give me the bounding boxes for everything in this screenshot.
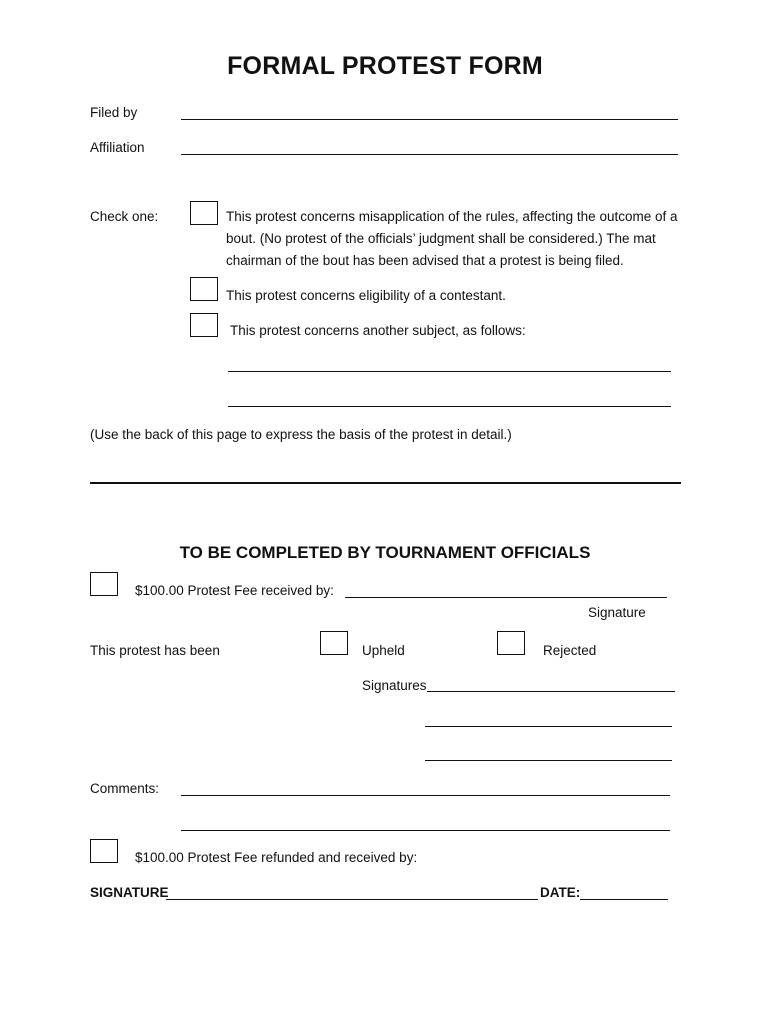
- signature-line-2[interactable]: [425, 726, 672, 727]
- signature-line-3[interactable]: [425, 760, 672, 761]
- fee-received-signature-line[interactable]: [345, 597, 667, 598]
- checkbox-fee-received[interactable]: [90, 572, 118, 596]
- option-other-subject-text: This protest concerns another subject, as follows:: [230, 323, 526, 338]
- affiliation-label: Affiliation: [90, 140, 145, 155]
- other-subject-line-2[interactable]: [228, 406, 671, 407]
- fee-received-label: $100.00 Protest Fee received by:: [135, 583, 334, 598]
- filed-by-label: Filed by: [90, 105, 138, 120]
- signatures-label: Signatures: [362, 678, 427, 693]
- option-eligibility-text: This protest concerns eligibility of a contestant.: [226, 288, 506, 303]
- upheld-label: Upheld: [362, 643, 405, 658]
- date-line[interactable]: [580, 899, 668, 900]
- checkbox-rejected[interactable]: [497, 631, 525, 655]
- filed-by-field[interactable]: [181, 119, 678, 120]
- signature-label: SIGNATURE: [90, 885, 169, 900]
- checkbox-misapplication[interactable]: [190, 201, 218, 225]
- checkbox-eligibility[interactable]: [190, 277, 218, 301]
- date-label: DATE:: [540, 885, 581, 900]
- section-divider: [90, 482, 681, 484]
- checkbox-fee-refunded[interactable]: [90, 839, 118, 863]
- protest-has-been-label: This protest has been: [90, 643, 220, 658]
- comments-label: Comments:: [90, 781, 160, 796]
- form-title: FORMAL PROTEST FORM: [227, 52, 543, 80]
- checkbox-other-subject[interactable]: [190, 313, 218, 337]
- check-one-label: Check one:: [90, 209, 159, 224]
- comments-line-1[interactable]: [181, 795, 670, 796]
- other-subject-line-1[interactable]: [228, 371, 671, 372]
- signature-caption: Signature: [588, 605, 646, 620]
- back-of-page-note: (Use the back of this page to express the basis of the protest in detail.): [90, 427, 512, 442]
- final-signature-line[interactable]: [166, 899, 538, 900]
- fee-refunded-label: $100.00 Protest Fee refunded and received by:: [135, 850, 418, 865]
- checkbox-upheld[interactable]: [320, 631, 348, 655]
- rejected-label: Rejected: [543, 643, 597, 658]
- comments-line-2[interactable]: [181, 830, 670, 831]
- signature-line-1[interactable]: [427, 691, 675, 692]
- option-misapplication-text: This protest concerns misapplication of the rules, affecting the outcome of a bout. (No protest of the officials’ judgment shall be considered.) The mat chairman of the bout has been advised that a protest is being filed.: [226, 209, 678, 268]
- affiliation-field[interactable]: [181, 154, 678, 155]
- officials-heading: TO BE COMPLETED BY TOURNAMENT OFFICIALS: [179, 543, 591, 562]
